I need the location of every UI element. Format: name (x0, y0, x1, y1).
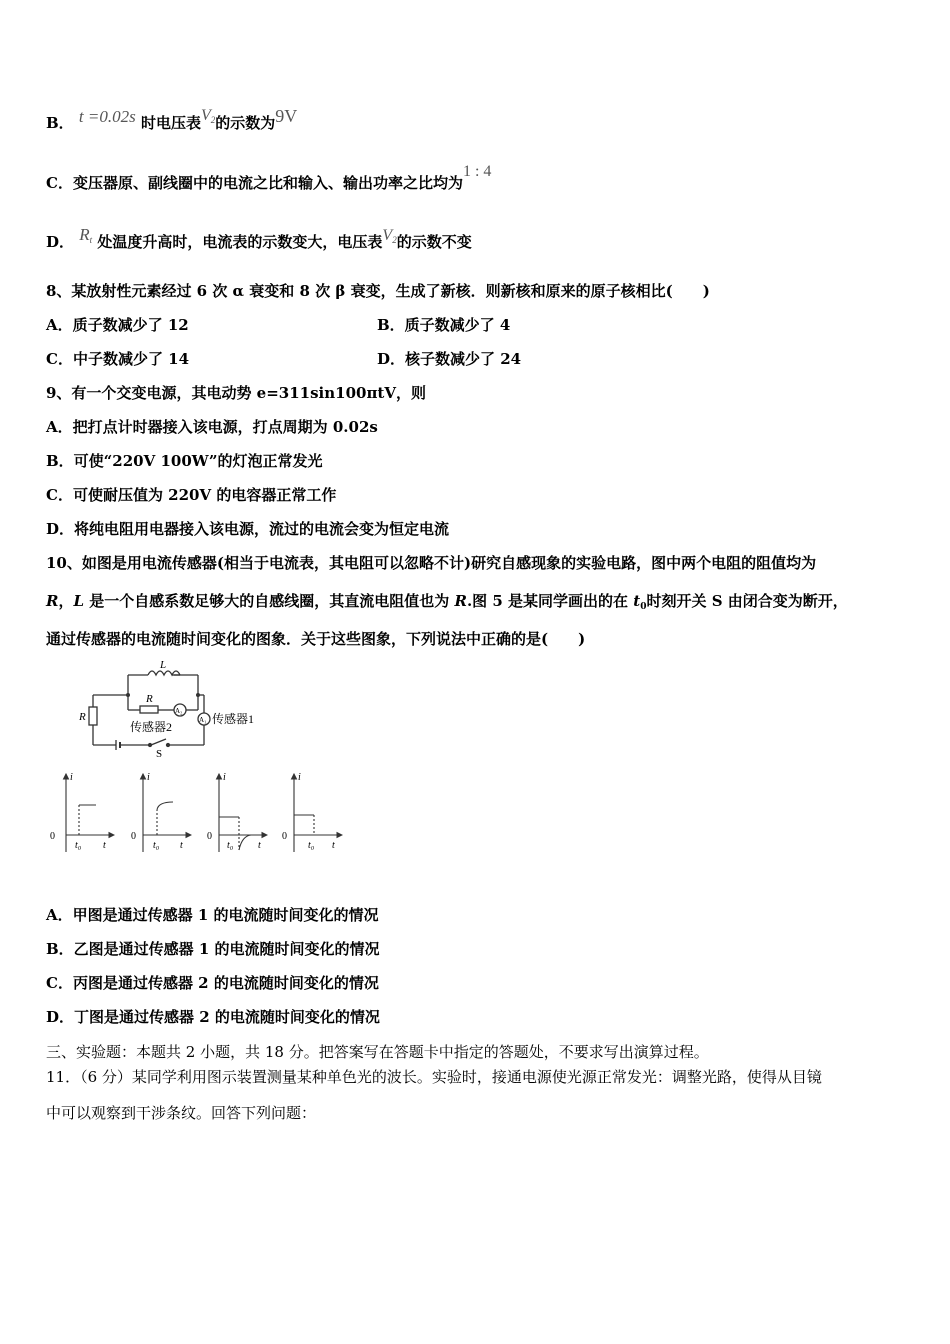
q10-option-a: A．甲图是通过传感器 1 的电流随时间变化的情况 (46, 906, 379, 924)
q10-option-c: C．丙图是通过传感器 2 的电流随时间变化的情况 (46, 974, 379, 992)
q10-stem-line3: 通过传感器的电流随时间变化的图象．关于这些图象，下列说法中正确的是( ) (46, 630, 586, 648)
label-r-left: R (79, 711, 86, 723)
graph-ding (294, 774, 342, 852)
q10-stem-line2: R，L 是一个自感系数足够大的自感线圈，其直流电阻值也为 R.图 5 是某同学画出的在 $t_0$时刻开关 S 由闭合变为断开， (46, 592, 848, 612)
q9-option-b: B．可使“220V 100W”的灯泡正常发光 (46, 452, 323, 470)
time-expression: t =0.02s (78, 107, 136, 126)
q8-option-a: A．质子数减少了 12 (46, 316, 189, 334)
svg-text:t: t (258, 840, 261, 851)
q7-option-b: B． t =0.02s 时电压表$V_2$的示数为9V (46, 106, 298, 132)
q9-option-a: A．把打点计时器接入该电源，打点周期为 0.02s (46, 418, 378, 436)
thermistor-symbol: $R_t$ (79, 225, 93, 245)
graph-yi (143, 774, 191, 852)
svg-text:t₀: t₀ (227, 840, 234, 851)
svg-text:i: i (223, 772, 226, 783)
svg-text:0: 0 (282, 831, 287, 842)
q10-option-b: B．乙图是通过传感器 1 的电流随时间变化的情况 (46, 940, 380, 958)
q7-option-c: C．变压器原、副线圈中的电流之比和输入、输出功率之比均为1 : 4 (46, 163, 492, 192)
section-3-heading: 三、实验题：本题共 2 小题，共 18 分。把答案写在答题卡中指定的答题处，不要求写出演算过程。 (46, 1043, 709, 1061)
q9-option-c: C．可使耐压值为 220V 的电容器正常工作 (46, 486, 337, 504)
q8-option-c: C．中子数减少了 14 (46, 350, 190, 368)
q11-line1: 11．（6 分）某同学利用图示装置测量某种单色光的波长。实验时，接通电源使光源正常发光：调整光路，使得从目镜 (46, 1068, 822, 1086)
q10-option-d: D．丁图是通过传感器 2 的电流随时间变化的情况 (46, 1008, 380, 1026)
svg-text:t₀: t₀ (75, 840, 82, 851)
svg-text:t: t (103, 840, 106, 851)
label-r-top: R (146, 693, 153, 705)
ammeter-a2-icon: A₂ (175, 707, 183, 715)
voltage-value: 9V (275, 106, 298, 126)
q8-option-d: D．核子数减少了 24 (377, 350, 522, 368)
svg-text:t₀: t₀ (153, 840, 160, 851)
svg-text:t₀: t₀ (308, 840, 315, 851)
svg-text:i: i (70, 772, 73, 783)
svg-text:i: i (147, 772, 150, 783)
voltmeter-symbol: $V_2$ (382, 227, 397, 245)
q10-stem-line1: 10、如图是用电流传感器(相当于电流表，其电阻可以忽略不计)研究自感现象的实验电路，图中两个电阻的阻值均为 (46, 554, 817, 572)
voltmeter-symbol: $V_2$ (200, 107, 216, 125)
svg-text:0: 0 (50, 831, 55, 842)
q9-option-d: D．将纯电阻用电器接入该电源，流过的电流会变为恒定电流 (46, 520, 450, 538)
graph-jia (66, 774, 114, 852)
label-sensor2: 传感器2 (130, 720, 173, 734)
q9-stem: 9、有一个交变电源，其电动势 e=311sin100πtV，则 (46, 384, 426, 402)
current-time-graphs (46, 768, 346, 858)
svg-text:i: i (298, 772, 301, 783)
label-inductor: L (160, 659, 167, 671)
svg-text:t: t (180, 840, 183, 851)
q11-line2: 中可以观察到干涉条纹。回答下列问题： (46, 1104, 317, 1122)
circuit-diagram (76, 655, 266, 760)
ratio-value: 1 : 4 (462, 163, 492, 180)
ammeter-a1-icon: A₁ (199, 716, 207, 724)
label-switch: S (156, 748, 163, 760)
q7-option-d: D． $R_t$ 处温度升高时，电流表的示数变大，电压表$V_2$的示数不变 (46, 225, 472, 251)
svg-text:0: 0 (131, 831, 136, 842)
svg-text:0: 0 (207, 831, 212, 842)
q8-option-b: B．质子数减少了 4 (377, 316, 511, 334)
svg-text:t: t (332, 840, 335, 851)
q8-stem: 8、某放射性元素经过 6 次 α 衰变和 8 次 β 衰变，生成了新核．则新核和原来的原子核相比( ) (46, 282, 710, 300)
label-sensor1: 传感器1 (212, 712, 255, 726)
